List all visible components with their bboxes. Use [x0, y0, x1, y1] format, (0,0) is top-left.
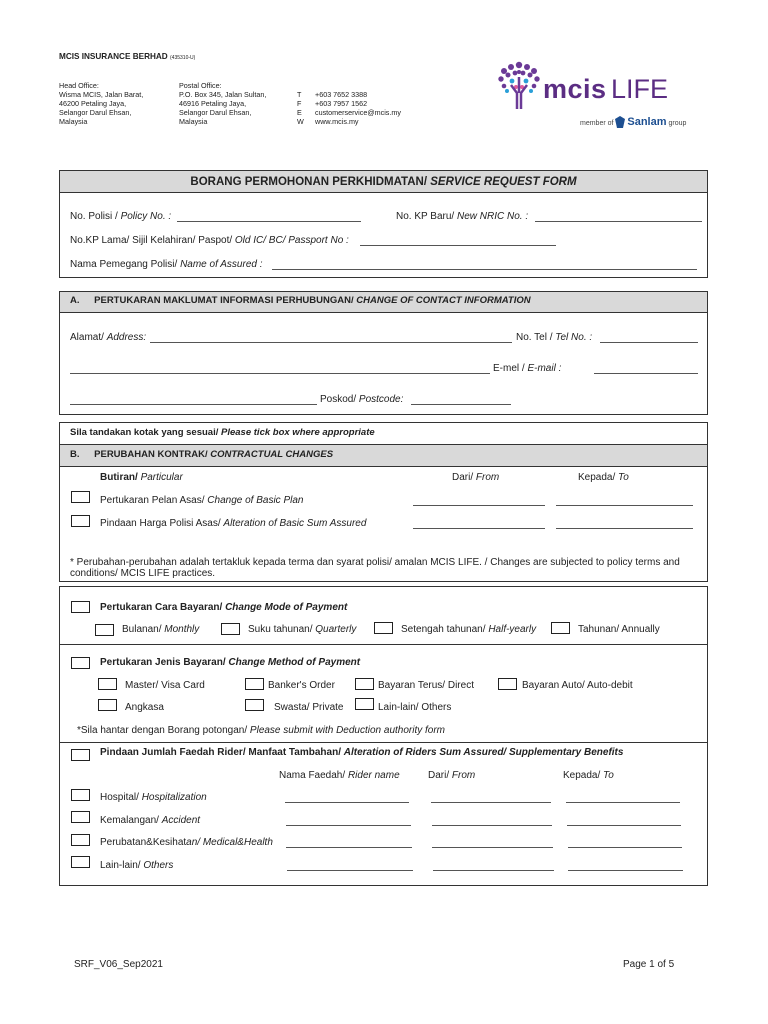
master-visa-label: Master/ Visa Card	[125, 680, 205, 691]
others-from-field[interactable]	[433, 870, 554, 871]
half-yearly-checkbox[interactable]	[374, 622, 393, 634]
contact-key: W	[297, 117, 304, 126]
direct-payment-label: Bayaran Terus/ Direct	[378, 680, 474, 691]
section-b-letter: B.	[70, 449, 80, 460]
assured-label	[70, 259, 263, 270]
quarterly-ms: Suku tahunan/	[248, 624, 316, 635]
monthly-checkbox[interactable]	[95, 624, 114, 636]
rider-to-header	[563, 770, 614, 781]
contact-key: T	[297, 90, 302, 99]
form-title-ms: BORANG PERMOHONAN PERKHIDMATAN/	[190, 176, 428, 188]
alter-riders-en: Alteration of Riders Sum Assured/ Supplementary Benefits	[343, 747, 624, 758]
sum-assured-to-field[interactable]	[556, 528, 693, 529]
change-basic-plan-checkbox[interactable]	[71, 491, 90, 503]
col-from	[452, 472, 499, 483]
deduction-note-ms: *Sila hantar dengan Borang potongan/	[77, 725, 250, 736]
annually-checkbox[interactable]	[551, 622, 570, 634]
rider-to-ms: Kepada/	[563, 770, 604, 781]
col-to-en: To	[618, 472, 629, 483]
accident-to-field[interactable]	[567, 825, 681, 826]
accident-en: Accident	[161, 815, 201, 826]
old-ic-ms: No.KP Lama/ Sijil Kelahiran/ Paspot/	[70, 235, 235, 246]
postcode-field[interactable]	[411, 404, 511, 405]
policy-no-field[interactable]	[177, 221, 361, 222]
half-yearly-en: Half-yearly	[488, 624, 537, 635]
postcode-label	[320, 394, 403, 405]
alter-sum-assured-en: Alteration of Basic Sum Assured	[223, 518, 367, 529]
old-ic-field[interactable]	[360, 245, 556, 246]
contact-key: E	[297, 108, 302, 117]
policy-no-en: Policy No. :	[120, 211, 172, 222]
others-rider-checkbox[interactable]	[71, 856, 90, 868]
others-payment-checkbox[interactable]	[355, 698, 374, 710]
section-a-title-en: CHANGE OF CONTACT INFORMATION	[356, 295, 531, 306]
tel-field[interactable]	[600, 342, 698, 343]
quarterly-label	[248, 624, 356, 635]
head-office-line: Selangor Darul Ehsan,	[59, 108, 132, 117]
change-basic-plan-label	[100, 495, 303, 506]
section-a-letter: A.	[70, 295, 80, 306]
basic-plan-to-field[interactable]	[556, 505, 693, 506]
section-a-box	[59, 291, 708, 415]
postal-office-line: P.O. Box 345, Jalan Sultan,	[179, 90, 267, 99]
auto-debit-checkbox[interactable]	[498, 678, 517, 690]
alter-riders-ms: Pindaan Jumlah Faedah Rider/ Manfaat Tambahan/	[100, 747, 344, 758]
annually-label	[578, 624, 660, 635]
contact-key: F	[297, 99, 302, 108]
head-office-label: Head Office:	[59, 81, 99, 90]
monthly-label	[122, 624, 199, 635]
col-to	[578, 472, 629, 483]
divider	[60, 742, 707, 743]
hospitalization-to-field[interactable]	[566, 802, 680, 803]
section-b-box	[59, 422, 708, 582]
hospitalization-label	[100, 792, 207, 803]
sum-assured-from-field[interactable]	[413, 528, 545, 529]
col-particular-en: Particular	[140, 472, 183, 483]
postal-office-line: Malaysia	[179, 117, 208, 126]
others-rider-en: Others	[143, 860, 174, 871]
head-office-line: Wisma MCIS, Jalan Barat,	[59, 90, 144, 99]
tel-ms: No. Tel /	[516, 332, 556, 343]
change-method-payment-checkbox[interactable]	[71, 657, 90, 669]
head-office-line: Malaysia	[59, 117, 88, 126]
alter-sum-assured-checkbox[interactable]	[71, 515, 90, 527]
change-basic-plan-ms: Pertukaran Pelan Asas/	[100, 495, 208, 506]
rider-name-header	[279, 770, 400, 781]
policy-no-label	[70, 211, 171, 222]
rider-from-en: From	[451, 770, 476, 781]
private-label: Swasta/ Private	[274, 702, 344, 713]
rider-name-en: Rider name	[347, 770, 400, 781]
head-office	[59, 81, 143, 126]
policy-terms-note: * Perubahan-perubahan adalah tertakluk kepada terma dan syarat polisi/ amalan MCIS LIFE. / Changes are subjected to policy terms and conditions/ MCIS LIFE practices.	[70, 557, 680, 579]
new-nric-field[interactable]	[535, 221, 702, 222]
section-a-title-ms: PERTUKARAN MAKLUMAT INFORMASI PERHUBUNGAN/	[94, 295, 354, 306]
postal-office	[179, 81, 266, 126]
hospitalization-checkbox[interactable]	[71, 789, 90, 801]
contact-phone: +603 7652 3388	[315, 90, 368, 99]
alter-sum-assured-label	[100, 518, 366, 529]
old-ic-en: Old IC/ BC/ Passport No :	[234, 235, 349, 246]
annually-en: Annually	[621, 624, 660, 635]
logo-group: group	[668, 120, 687, 127]
tick-note	[70, 427, 375, 438]
change-method-payment-title	[100, 657, 360, 668]
rider-to-en: To	[603, 770, 614, 781]
alter-sum-assured-ms: Pindaan Harga Polisi Asas/	[100, 518, 224, 529]
col-particular	[100, 472, 183, 483]
email-en: E-mail :	[527, 363, 562, 374]
policy-no-ms: No. Polisi /	[70, 211, 121, 222]
tick-note-en: Please tick box where appropriate	[221, 427, 375, 438]
medical-health-checkbox[interactable]	[71, 834, 90, 846]
head-office-line: 46200 Petaling Jaya,	[59, 99, 127, 108]
angkasa-checkbox[interactable]	[98, 699, 117, 711]
postcode-ms: Poskod/	[320, 394, 359, 405]
company-name	[59, 52, 195, 61]
direct-payment-checkbox[interactable]	[355, 678, 374, 690]
monthly-en: Monthly	[164, 624, 200, 635]
accident-checkbox[interactable]	[71, 811, 90, 823]
new-nric-label	[396, 211, 528, 222]
bankers-order-checkbox[interactable]	[245, 678, 264, 690]
page-number: Page 1 of 5	[623, 959, 675, 970]
form-title-en: SERVICE REQUEST FORM	[430, 176, 577, 188]
others-rider-label	[100, 860, 173, 871]
change-mode-payment-ms: Pertukaran Cara Bayaran/	[100, 602, 226, 613]
hospitalization-ms: Hospital/	[100, 792, 142, 803]
member-of-sanlam	[580, 116, 686, 128]
accident-label	[100, 815, 200, 826]
new-nric-ms: No. KP Baru/	[396, 211, 457, 222]
monthly-ms: Bulanan/	[122, 624, 165, 635]
company-name-text: MCIS INSURANCE BERHAD	[59, 52, 168, 61]
postal-office-line: 46916 Petaling Jaya,	[179, 99, 247, 108]
hospitalization-from-field[interactable]	[431, 802, 551, 803]
address-en: Address:	[106, 332, 147, 343]
form-version-code: SRF_V06_Sep2021	[74, 959, 163, 970]
auto-debit-label: Bayaran Auto/ Auto-debit	[522, 680, 633, 691]
annually-ms: Tahunan/	[578, 624, 622, 635]
address-field-1[interactable]	[150, 342, 512, 343]
change-method-payment-en: Change Method of Payment	[228, 657, 361, 668]
address-field-3[interactable]	[70, 404, 317, 405]
change-method-payment-ms: Pertukaran Jenis Bayaran/	[100, 657, 229, 668]
basic-plan-from-field[interactable]	[413, 505, 545, 506]
payment-riders-box	[59, 586, 708, 886]
address-field-2[interactable]	[70, 373, 490, 374]
company-reg: (435310-U)	[170, 55, 196, 61]
email-ms: E-mel /	[493, 363, 528, 374]
col-particular-ms: Butiran/	[100, 472, 141, 483]
col-to-ms: Kepada/	[578, 472, 619, 483]
section-a-title	[70, 295, 531, 306]
contact-website[interactable]: www.mcis.my	[315, 117, 359, 126]
divider	[60, 644, 707, 645]
change-basic-plan-en: Change of Basic Plan	[207, 495, 304, 506]
medical-rider-name-field[interactable]	[286, 847, 412, 848]
hospitalization-en: Hospitalization	[141, 792, 207, 803]
medical-health-en: an/ Medical&Health	[186, 837, 273, 848]
bankers-order-label: Banker's Order	[268, 680, 335, 691]
old-ic-label	[70, 235, 349, 246]
accident-ms: Kemalangan/	[100, 815, 162, 826]
alter-riders-checkbox[interactable]	[71, 749, 90, 761]
brand-logo	[543, 74, 668, 105]
quarterly-en: Quarterly	[315, 624, 357, 635]
postcode-en: Postcode:	[358, 394, 404, 405]
private-checkbox[interactable]	[245, 699, 264, 711]
address-ms: Alamat/	[70, 332, 107, 343]
half-yearly-label	[401, 624, 536, 635]
policy-details-box	[59, 170, 708, 278]
sanlam-shield-icon	[615, 116, 625, 128]
deduction-note-en: Please submit with Deduction authority form	[249, 725, 446, 736]
others-to-field[interactable]	[568, 870, 683, 871]
section-b-title-en: CONTRACTUAL CHANGES	[210, 449, 334, 460]
rider-from-header	[428, 770, 475, 781]
assured-ms: Nama Pemegang Polisi/	[70, 259, 181, 270]
tel-en: Tel No. :	[555, 332, 593, 343]
email-label	[493, 363, 561, 374]
tick-note-ms: Sila tandakan kotak yang sesuai/	[70, 427, 222, 438]
medical-health-label	[100, 837, 273, 848]
rider-from-ms: Dari/	[428, 770, 452, 781]
logo-life: LIFE	[611, 74, 669, 104]
change-mode-payment-title	[100, 602, 347, 613]
email-field[interactable]	[594, 373, 698, 374]
accident-rider-name-field[interactable]	[286, 825, 411, 826]
section-b-title-ms: PERUBAHAN KONTRAK/	[94, 449, 208, 460]
contact-fax: +603 7957 1562	[315, 99, 368, 108]
member-of-text: member of	[580, 120, 614, 127]
rider-name-ms: Nama Faedah/	[279, 770, 348, 781]
medical-to-field[interactable]	[568, 847, 682, 848]
medical-from-field[interactable]	[432, 847, 553, 848]
others-payment-label: Lain-lain/ Others	[378, 702, 452, 713]
change-mode-payment-en: Change Mode of Payment	[225, 602, 348, 613]
medical-health-ms: Perubatan&Kesihat	[100, 837, 187, 848]
col-from-ms: Dari/	[452, 472, 476, 483]
deduction-form-note	[77, 725, 445, 736]
form-title	[60, 176, 707, 188]
assured-en: Name of Assured :	[180, 259, 263, 270]
accident-from-field[interactable]	[432, 825, 552, 826]
contact-keys	[297, 90, 304, 126]
postal-office-label: Postal Office:	[179, 81, 222, 90]
contact-email[interactable]: customerservice@mcis.my	[315, 108, 401, 117]
contact-values	[315, 90, 401, 126]
hospitalization-rider-name-field[interactable]	[285, 802, 409, 803]
others-rider-ms: Lain-lain/	[100, 860, 144, 871]
half-yearly-ms: Setengah tahunan/	[401, 624, 489, 635]
angkasa-label: Angkasa	[125, 702, 164, 713]
tel-label	[516, 332, 592, 343]
section-b-title	[70, 449, 333, 460]
quarterly-checkbox[interactable]	[221, 623, 240, 635]
col-from-en: From	[475, 472, 500, 483]
postal-office-line: Selangor Darul Ehsan,	[179, 108, 252, 117]
tree-logo-icon	[494, 61, 544, 111]
alter-riders-title	[100, 747, 623, 758]
new-nric-en: New NRIC No. :	[456, 211, 529, 222]
logo-sanlam: Sanlam	[627, 116, 667, 128]
assured-field[interactable]	[272, 269, 697, 270]
address-label	[70, 332, 146, 343]
change-mode-payment-checkbox[interactable]	[71, 601, 90, 613]
master-visa-checkbox[interactable]	[98, 678, 117, 690]
logo-mcis: mcis	[543, 74, 607, 104]
others-rider-name-field[interactable]	[287, 870, 413, 871]
